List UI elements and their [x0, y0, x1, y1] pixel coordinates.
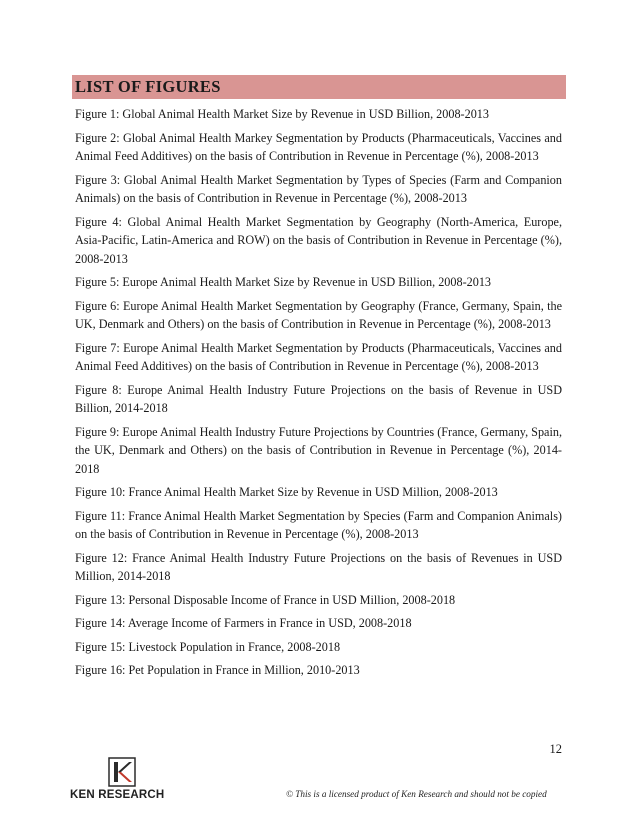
- figure-list: [75, 105, 562, 685]
- figure-entry: Figure 10: France Animal Health Market Size by Revenue in USD Million, 2008-2013: [75, 485, 498, 499]
- figure-entry: Figure 4: Global Animal Health Market Segmentation by Geography (North-America, Europe, Asia-Pacific, Latin-America and ROW) on the basis of Contribution in Revenue in Percentage (%), 2008-2013: [75, 214, 562, 266]
- page-number: 12: [549, 742, 562, 756]
- figure-entry: Figure 7: Europe Animal Health Market Segmentation by Products (Pharmaceuticals, Vaccines and Animal Feed Additives) on the basis of Contribution in Revenue in Percentage (%), 2008-2013: [75, 340, 562, 373]
- figure-entry: Figure 9: Europe Animal Health Industry Future Projections by Countries (France, Germany, Spain, the UK, Denmark and Others) on the basis of Contribution in Revenue in Percentage (%), 2014-2018: [75, 424, 562, 476]
- figure-entry: Figure 8: Europe Animal Health Industry Future Projections on the basis of Revenue in USD Billion, 2014-2018: [75, 382, 562, 415]
- copyright-notice: © This is a licensed product of Ken Research and should not be copied: [286, 789, 547, 799]
- figure-entry: Figure 13: Personal Disposable Income of France in USD Million, 2008-2018: [75, 592, 456, 607]
- figure-entry: Figure 14: Average Income of Farmers in France in USD, 2008-2018: [75, 616, 412, 630]
- figure-entry: Figure 16: Pet Population in France in Million, 2010-2013: [75, 663, 360, 677]
- figure-entry: Figure 15: Livestock Population in France, 2008-2018: [75, 639, 341, 654]
- figure-entry: Figure 11: France Animal Health Market Segmentation by Species (Farm and Companion Animals) on the basis of Contribution in Revenue in Percentage (%), 2008-2013: [75, 508, 562, 541]
- figure-entry: Figure 1: Global Animal Health Market Size by Revenue in USD Billion, 2008-2013: [75, 107, 489, 121]
- figure-entry: Figure 5: Europe Animal Health Market Size by Revenue in USD Billion, 2008-2013: [75, 275, 492, 289]
- section-heading-bar: [72, 75, 566, 99]
- section-heading: LIST OF FIGURES: [75, 77, 221, 96]
- ken-research-logo-icon: [108, 757, 136, 787]
- figure-entry: Figure 6: Europe Animal Health Market Segmentation by Geography (France, Germany, Spain, the UK, Denmark and Others) on the basis of Contribution in Revenue in Percentage (%), 2008-2013: [75, 298, 562, 331]
- ken-research-logo: [70, 757, 182, 803]
- logo-text: KEN RESEARCH: [70, 789, 165, 801]
- figure-entry: Figure 12: France Animal Health Industry Future Projections on the basis of Revenues in USD Million, 2014-2018: [75, 550, 562, 583]
- figure-entry: Figure 2: Global Animal Health Markey Segmentation by Products (Pharmaceuticals, Vaccines and Animal Feed Additives) on the basis of Contribution in Revenue in Percentage (%), 2008-2013: [75, 130, 562, 163]
- figure-entry: Figure 3: Global Animal Health Market Segmentation by Types of Species (Farm and Companion Animals) on the basis of Contribution in Revenue in Percentage (%), 2008-2013: [75, 172, 562, 205]
